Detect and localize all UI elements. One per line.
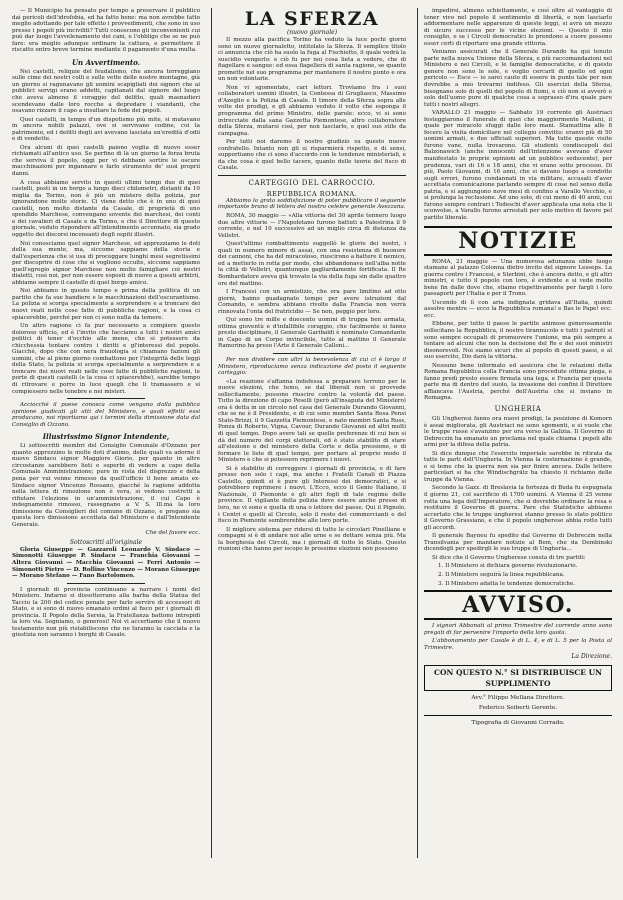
paragraph: Quest'ultimo combattimento suggellò le glorie dei nostri, i quali in numero minore di assai, con una resistenza di buonore dei cannoni, che ha del miracoloso, riuscirono a battere il nemico, ed a metterlo in rotta per modo, che abbandonava nell'alba notte la città di Velletri, quantunque gagliardamente fortificata. Il Re Bombardatore aveva già trovato la via della fuga sin dalle quattro ore del mattino.	[218, 241, 406, 287]
column-3	[424, 8, 612, 727]
section-title: CARTEGGIO DEL CARROCCIO.	[248, 178, 376, 187]
paragraph: ROMA, 21 maggio — Una numerosa adunanza ebbe luogo stamane al palazzo Colonna dietro invito del signore Lesseps. La guerra contro i Francesi, e Sterbini, che è ancora detto, e gli altri ministri, e tutto il popolo con loro, è evidente e si vede molto bene fin dalle dove che, stiamo rispettivamente per fargli i loro passaporti per l'Italia e per il Trono.	[424, 258, 612, 298]
paragraph: A cosa abbiamo servito in questi ultimi tempi due di quei castelli, posti in un borgo a lungo dieci chilometri, distanti da 10 miglia da Torino, non è più un mistero della polizia, pur ignorandone molte storie. Ci viene detto che è in uno di quei castelli, non molto distante da Casale, di proprietà di uno spendido Marchese, convengano sovente dei marchesi, dei conti e dei cavalieri di Casale e da Torino, e che il Direttore di questo giornale, veduto rispondere all'intendimento accennato, sia grado oggetto dei discorsi incensanti degli ospiti illustri.	[12, 179, 200, 238]
signature-text: La Direzione.	[571, 653, 612, 661]
paragraph: VARALLO 21 maggio — Sabbato 19 corrente gli Austriaci festeggiarono il funerale di quei che maggiormente Malleni, il quale per miracolo sfuggì dalle loro mani. Stamattina alle 8 fecero la visita domiciliare nel collegio convitto: eranvi più di 50 uomini armati, e due ufficiali superiori. Ma tutte queste visite furono vane, nulla trovarono. Gli studenti condiscepoli del Balzonawich (anche innocenti dell'intenzione avevano d'aver manifestato le proprie opinioni ad un pubblico seducente), per prudenza, vari di 16 e 18 anni, che vi erano sotto processo. Di più, Paolo Giovanni, di 16 anni, che si davano luogo a condotte sugli errori, furono condannati in via militare, accusati d'aver accettata comunicazione parlando sempre di cose nel senso della patria, e si aggiungono nove mesi di confino a Varallo Vecchio, e si prolunga la reclusione. Ad uno solo, di cui meno di 40 anni, cui furono sempre contrari i Tedeschi d'aver applicata una nota che li sconvolse, a Varallo furono arrestati per solo motivo di favore pel partito liberale.	[424, 110, 612, 221]
paragraph: Si dice dunque che l'esercito imperiale sarebbe in ritirata da tutte le parti dell'Ungheria. In Vienna la costernazione è grande, e si teme che la guerra non sia per finire ancora. Dalle lettere particolari si ha che Windischgrätz ha chiesto il richiamo delle truppe da Vienna.	[424, 450, 612, 483]
section-title: UNGHERIA	[494, 404, 542, 413]
masthead-title: LA SFERZA	[244, 8, 380, 30]
paragraph: Gli Ungheresi fanno ora nuovi prodigi, la posizione di Komorn è assai migliorata, gli Austriaci ne sono sgomenti, e si vuole che le truppe russe s'avanzino per ora verso la Galizia. Il Governo di Debreczin ha emanato un proclama nel quale chiama i popoli alle armi per la difesa della patria.	[424, 415, 612, 449]
paragraph: Il mezzo alla pacifica Torino ha veduto la luce pochi giorni sono un nuovo giornaletto, intitolato la Sferza. Il semplice titolo ci annuncia che ciò ha suolo la fuga al Fischietto, il quale vedrà la suscidio vengerlo: e ciò fu per noi cosa lieta a vedere, che di fiagellare e sangue: ed essa flagellerà di santa ragione, se quanto promette nel suo programma per mantenere il nostro punto e ora un non volontarie.	[218, 37, 406, 83]
paragraph: Nessuno bene informato ed assicura che le relazioni della Romana Repubblica colla Francia sono procedute ottima piega, e fanno predì presto essere firmata una lega, e Francia per questa parte ma di dentro del suolo, la invasione dei confini il Direttore affiancava l'Austria, perché dell'Austria che si inviano in Romagna.	[424, 362, 612, 402]
divider	[218, 175, 406, 176]
paragraph: Uscendo di lì con aria indignata gridava all'Italia, quindi assolve mentre — ecco la Repubblica romana! e Bas le Pape! ecc. ecc.	[424, 299, 612, 319]
paragraph: Abbiamo la grata soddisfazione di poter pubblicare il seguente importante brano di lettera del nostro celebre generale Avezzana.	[218, 197, 406, 211]
column-divider	[417, 8, 418, 858]
manager-line: Federico Seiberti Gerente.	[478, 705, 558, 712]
column-divider	[211, 8, 212, 858]
paragraph: Ora alcuni di quei castelli paiono voglia di nuovo esser richiamati all'antico uso. Se perfino di là un giorno la forza bruta che serviva il popolo, oggi per vi debbano sortire le oscure macchinazioni per ingannare e farlo strumento de' suoi proprii danni.	[12, 144, 200, 178]
divider	[273, 353, 351, 354]
paragraph: Per tutti noi daremo il nostro giudizio su questo nuovo confratello. Intanto non gli si risparmierà rispetto, e di sensi, supportiamo che ci sono d'accordo con le tendenze ministeriali, e da che cosa è quel bello tacere, quanto delle teorie del fisco di Casale.	[218, 139, 406, 172]
paragraph: Veniamo assicurati che il Generale Durando ha qui tenuto parte nella nuova Unione della Sferza, e più raccomandazioni nel Ministero e nei Circoli, e le famiglie democratiche, e di questo genere non sono le sole, e voglio cercarli di quello ed ogni pericolo — Esce — io sarei cauto di essere in punto tale per non dovrebbe a mio trovarmi indifeso. Gli esercizi della Sferza, bisognano solo di quelli del popolo di fiumi, e ciò non si avverò e solo dell'uomo pure di qualche cosa a soprasso d'ira quale pare tutti i nostri allegri.	[424, 49, 612, 108]
paragraph: Si è stabilito di correggere i giornali di provincia, e di fare presso non solo i capi, ma anche i Fratelli Canali di Piazza Castello, quindi si è pure gli Interessi dei democratici, e si potrebbero reprimere i nuovi. L'Ecco, ecco il Genio Italiano, il Nazionale, il Piemonte e gli altri fogli di tale regime delle province. Il vigilante della polizia deve essere anche presso di loro, ne vi sono e quella di una o lettore del paese. Qui il Pignolo, i Centri e quelli al Circolo, solo il resto dei commercianti e del fisco in Piemonte sembrerebbe alle loro porte.	[218, 465, 406, 525]
paragraph: — Il Municipio ha pensato per tempo a preservare il pubblico dai pericoli dell'idrofobia, ed ha fatto bene: ma non avrebbe fatto meglio adottando per tale effetto i provvedimenti, che sono in uso presso i popoli più inciviliti? Tutti conoscono gli inconvenienti cui può dar luogo l'avvelenamento dei cani, e l'obbligo che se ne può fare: era meglio adunque ordinare la cattura, e permettere il riscatto entro breve termine mediante il pagamento d'una multa.	[12, 8, 200, 54]
signatures: Gloria Giuseppe — Gazzaroli Leonardo V. Sindaco — Simonotti Giuseppe P. Sindaco — Franchia Giovanni — Altera Giovanni — Macchia Giovanni — Ferri Antonio — Simonotti Pietro — D. Rollino Vincenzo — Morano Giuseppe — Morano Stefano — Fano Bartolomeo.	[12, 546, 200, 580]
paragraph: Si dice che il Governo Ungherese consta di tre partiti:	[432, 554, 586, 561]
paragraph: Noi conosciamo quel signor Marchese, ed apprezziamo le doti della sua mente, ma, siccome sappiamo della storia e dall'esperienza che si usa di proceggare lunghi mesi segretissimi per discoprire di cose che si vogliono occulte, siccome sappiamo quell'egregio signor Marchese non molto famigliare coi nostri dialetti, così noi, per non essere esposti di nuovo a questi arbitrii, abbiamo sempre il castello di quel borgo amico.	[12, 240, 200, 286]
paragraph: Per non dividere con altri la benevolenza di cui ci è largo il Ministero, riproduciamo senza indicazione del posto il seguente carteggio:	[218, 356, 406, 377]
paragraph: Noi abbiamo in questo tempo e prima della politica di un partito che fa sue bandiere e le macchinazioni dell'oscurantismo. La polizia si scorga specialmente a sorprendere e a troncare dei nuovi reati nelle cose fatte di pubbliche ragioni, e la cosa ci spiacerebbe, perché per non ci sono nulla da temere.	[12, 288, 200, 321]
paragraph: I giornali di provincia continuano a narrare i nomi del Ministero. Indarno si dissotterrano alla barba della Statua del Taccio la 200 del codice penale per farlo servire di accessori di Stato, e si sono di nuovo emanato ordini al fisco per i giornali di provincia. Il Popolo della Sereia, la Fratellanza battono intrepidi la loro via. Segniamo, o generosi! Noi vi accertiamo che il nuovo testamento non più ristabiliscono che ne faranno la cacciata e la giustizia non saranno i borghi di Casale.	[12, 586, 200, 639]
paragraph: I Francesi con un armistizio, che ora pare limitino ad otto giorni, hanno guadagnato tempo per avere istruzioni dal Comando, e sembra abbiano rivolte dalla Francia non verrà rinnovata l'onta del fratricidio — Se non, peggio per loro.	[218, 289, 406, 315]
section-title: Illustrissimo Signor Intendente,	[42, 432, 170, 442]
paragraph: L'abbonamento per Casale è di L. 4, e di L. 5 per la Posta al Trimestre.	[424, 638, 612, 651]
paragraph: Acciocché il paese conosca come vengano dalla pubblica opinione giudicati gli atti del Ministero, e quali effetti essi producano, noi riportiamo qui i termini della dimissione data dal Consiglio di Ozzano.	[12, 402, 200, 428]
paragraph: Non vi sgomentate, cari lettori. Troviamo fra i suoi collaboratori uomini illustri, la Contessa di Grugliasco, Massimo d'Azeglio e la Polizia di Casale. Il timore della Sferza sopra alle volte dei prodigi, e gli abbiamo veduto il volto che esponga il programma del primo Ministro, delle parole: ecco, vi si sono intrecciate dalla sana Gazzetta Piemontese, altro collaboratore della Sferza, mutarsi così, per non lasciarlo, e quel suo stile da campagna.	[218, 84, 406, 137]
section-subtitle: REPUBBLICA ROMANA.	[266, 189, 358, 198]
divider	[67, 583, 145, 584]
masthead-subtitle: (nuovo giornale)	[286, 29, 338, 36]
paragraph: Un altro ragione ci fa pur necessario a compiere questo doloroso ufficio, ed è l'invito che facciamo a tutti i nostri amici politici di tener d'occhio alle mene, che si potessero da chicchessia tentare contro i diritti e gl'interessi del popolo. Giacché, dopo che con nera frauologia si chiamano fazioni gli uomini, che al pieno giorno combattono per l'integrità delle leggi della Stato, la polizia si scorga specialmente a sorprendere e a troncare dei nuovi reati nelle cose fatte di pubbliche ragioni, le porte di questi castelli (e la cosa ci spiacerebbe), sarebbe tempo di ritrovare e porre in luce quegli che li tramassero e si compiessero nelle tenebre e nei misteri.	[12, 323, 200, 395]
paragraph: «La reazione s'affanna indefessa a preparare terreno per le nuove elezioni, che temo, se dal liberali non si provvede sollecitamente, possono riuscire contro la volontà del paese. Tutto la direzione di capo Peselli (però all'insaputa del Ministero) ora è detta in un circolo nel casa del Generale Durando Giovanni, che se ne è il Presidente, e di cui sono membri Santa Rosa Pensi Stato-Brizzi, il 9 Gazzetta Piemontese, e nato membri Santa Ross, Ponza di Roberto, Vigna, Cavour, Durando Giovanni ed altri molti di quel tempo. Dopo avere tali se quelle preferenze di cui ben si dà del numero del corpi elettorali, ed è stato stabilito di stare all'elezione e del ministero della Corte e della pressione, e di formare le liste di quel tempo, per portare al proprio modo il Ministero e che si potessero reprimere i nuovi.	[218, 378, 406, 464]
column-2	[218, 8, 406, 555]
divider	[67, 398, 145, 399]
list-item: 3. Il Ministero adatta le tendenze democratiche.	[438, 580, 576, 587]
paragraph: impedirsi, almeno schiettamente, e così oltre al vantaggio di tener vivo nel popolo il sentimento di libertà, e non lasciarlo addormentare nelle apparenze di queste leggi, si avrà un mezzo di sicuro successo per le vicine elezioni. — Questo il mio consiglio, e se i Circoli democratici lo prendono a cuore possono esser certi di riportare una grande vittoria.	[424, 8, 612, 47]
paragraph: Qui sono tre mille e duecento uomini di truppa ben armata, ottima gioventù e d'infallibile coraggio, che facilmente si fanno presto disciplinare, il Generale Garibaldi è nominato Comandante in Capo di un Corpo invincibile, tutto al mattino il Generale Ramorino ha preso l'Arte il Generale Calloni...	[218, 317, 406, 350]
paragraph: Ebbene, per tutto il paese le partite animose generosamente sollecitano la Repubblica, il nostro tirannucolo e tutti i patrioti si sono sempre occupati di promuovere l'unione, ma più sempre a tentare ad alcuni che non la decisione del Re e dei suoi ministri disonorevoli. Noi siamo sicuri che al popolo di questi paesi, e al suo esercito, Dio darà la vittoria.	[424, 321, 612, 361]
paragraph: ROMA, 30 maggio — «Alla vittoria del 30 aprile tennero luogo due altre vittorie — l'Napoletano furono battuti a Palestrina il 9 corrente, e nel 19 successivo ad un miglio circa di distanza da Velletri.	[218, 213, 406, 239]
closing: Che del favore ecc.	[145, 530, 200, 537]
supplement-notice: CON QUESTO N.° SI DISTRIBUISCE UN SUPPLIMENTO	[424, 665, 612, 691]
section-title-notizie: NOTIZIE	[424, 226, 612, 256]
avviso-title: AVVISO.	[424, 590, 612, 620]
divider	[424, 715, 612, 716]
printer-line: Tipografia di Giovanni Corrado.	[471, 720, 565, 727]
paragraph: Secondo la Gazz. di Breslavia la fortezza di Buda fu espugnata il giorno 21, col sacrificio di 1700 uomini. A Vienna il 25 venne rotta una lega dell'Imperatore, che si dovrebbe ordinare la resa e restituire il Governo di guerra. Pare che Statistiche abbiamo accertato che le truppe ungheresi stanno presso lo stato politico il Governo Grassiano, e che il popolo ungherese abbia rotto tutti gli accordi.	[424, 485, 612, 531]
editor-line: Avv.° Filippo Mellana Direttore.	[471, 695, 565, 702]
paragraph: Nei castelli, reliquie del feudalismo, che ancora torreggiano sulle cime dei nostri colli e sulle vette delle nostre montagne, già un giorno si ragunavano gli uomini scapigliati dei signori che ai pubblici servigi erano addetti, capitanati dal signore del luogo che aveva almeno il coraggio del delitto, quali masnadieri scendevano dalle loro rocche a depredare i viandanti, che osavano rizzare il capo a insultare la fede dei popoli.	[12, 68, 200, 115]
paragraph: Il generale Bayneu fu spedito dal Governo di Debreczin nella Transilvania per mandare notizie al Bem, che da Dembinski dicendogli per spedirgli le sue truppe di Ungheria...	[424, 533, 612, 553]
list-item: 2. Il Ministero seguirà la linea repubblicana.	[438, 572, 565, 579]
paragraph: I signori Abbonati al primo Trimestre del corrente anno sono pregati di far pervenire l'importo della loro quota.	[424, 623, 612, 636]
column-1	[12, 8, 200, 641]
paragraph: Il migliore sistema per ridersi di tutte le circolari Pinelliane e compagni si è di andare noi alle urne e se dettare senza più. Ma la borghesia dei Circoli, ma i giornali di tutto lo Stato. Questo riunioni che hanno per iscopo le prossime elezioni non possono	[218, 526, 406, 553]
list-item: 1. Il Ministero si dichiara governo rivoluzionario.	[438, 563, 578, 570]
section-title: Un Avvertimento.	[71, 57, 141, 67]
signatures-title: Sottoscritti all'originale	[69, 538, 143, 546]
avviso-signature	[424, 653, 612, 661]
paragraph: Li sottoscritti membri del Consiglio Comunale d'Ozzano per quanto apprezzino le molte doti d'animo, delle quali va adorno il nuovo Sindaco signor Maggiore Giorio, per quanto in altre circostanze sarebbero lieti e superbi di vedere a capo della Comunale Amministrazione; pure in vista del disprezzo e della pena per vui venne rimesso da quell'ufficio il bene amato ex-Sindaco signor Vincenzo Rossano, giacché la ragione addotta nella lettera di rimozione non è vera, si vedono costretti a rifiutare l'elezione in un'amministrazione, il cui Capo è indegnamente rimosso, rassegnano a V. S. Ill.ma la loro dimissione da Consiglieri del comune di Ozzano, e pregano sia questa loro dimissione accettata dal Ministero e dall'Intendente Generale.	[12, 443, 200, 528]
paragraph: Quei castelli, in tempo d'un dispotismo più mite, si mutavano in ancora nobili palazzi, ove si servivano codine, coi la patrimonio, ed i delitti degli avi avevano lasciata un'eredità d'odii e di vendette.	[12, 116, 200, 143]
